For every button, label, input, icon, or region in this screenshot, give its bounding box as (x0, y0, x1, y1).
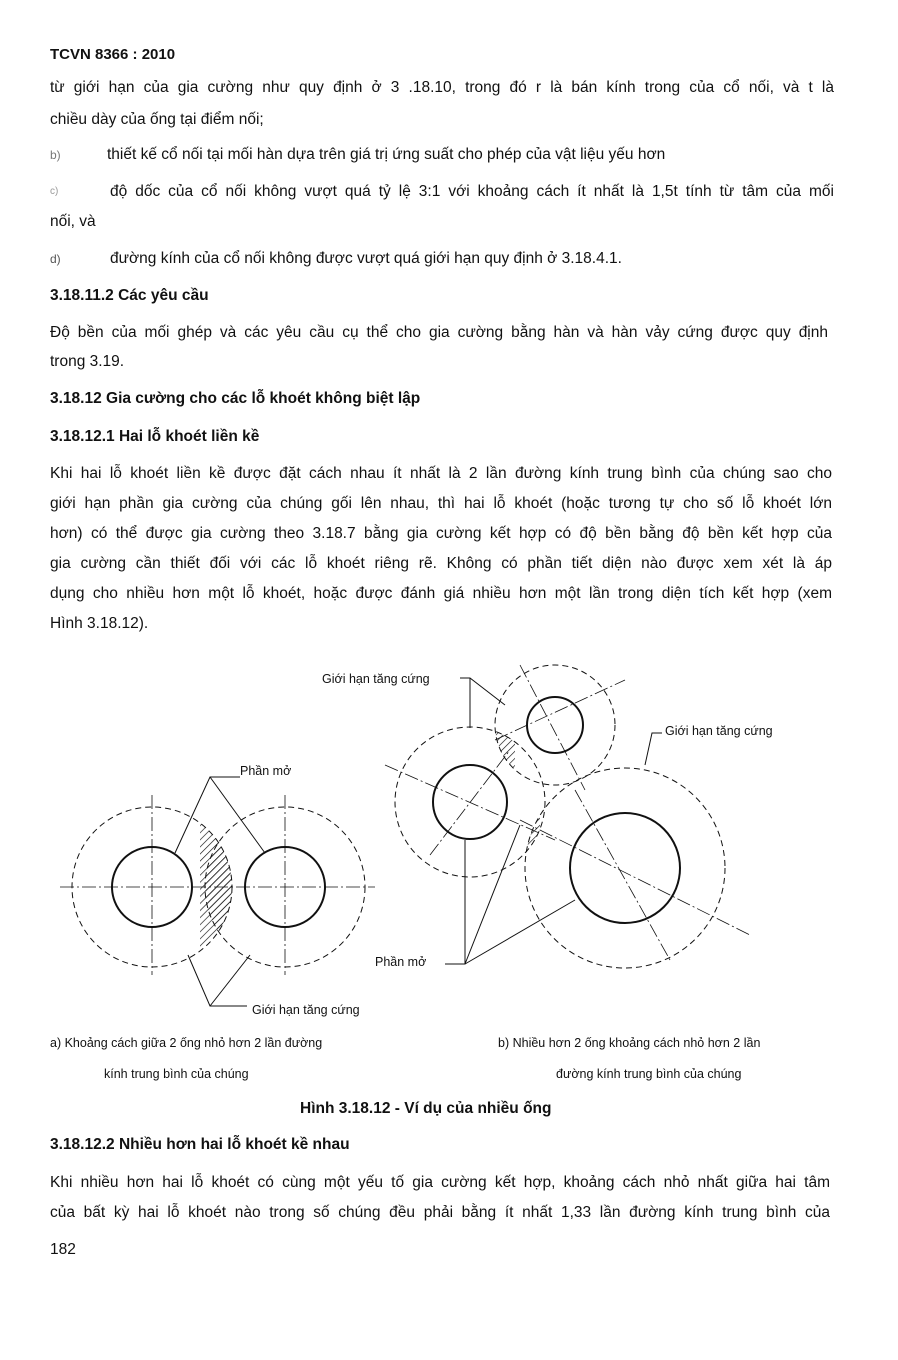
centerline-b3-b (520, 820, 750, 935)
label-limit-a: Giới hạn tăng cứng (252, 1003, 360, 1017)
leader-open-b-3 (465, 900, 575, 964)
opening-b2 (527, 697, 583, 753)
s1-line-1: Độ bền của mối ghép và các yêu cầu cụ thể cho gia cường bằng hàn và hàn vảy cứng được quy định (50, 324, 828, 341)
caption-b-line-2: đường kính trung bình của chúng (556, 1067, 742, 1081)
caption-a-line-1: a) Khoảng cách giữa 2 ống nhỏ hơn 2 lần đường (50, 1036, 323, 1050)
leader-limit-right (210, 955, 250, 1006)
heading-3-18-12-1: 3.18.12.1 Hai lỗ khoét liền kề (50, 428, 260, 445)
heading-3-18-11-2: 3.18.11.2 Các yêu cầu (50, 287, 209, 304)
centerline-b2-a (520, 665, 585, 790)
centerline-b2-b (495, 680, 625, 740)
list-item-c-cont: nối, và (50, 213, 96, 230)
heading-3-18-12-2: 3.18.12.2 Nhiều hơn hai lỗ khoét kề nhau (50, 1136, 350, 1153)
list-marker-b: b) (50, 148, 61, 162)
list-item-d: đường kính của cổ nối không được vượt quá giới hạn quy định ở 3.18.4.1. (110, 250, 622, 267)
leader-limit-left (188, 955, 247, 1006)
leader-limit-top (460, 678, 505, 705)
s4-line-1: Khi nhiều hơn hai lỗ khoét có cùng một yếu tố gia cường kết hợp, khoảng cách nhỏ nhất giữa hai tâm (50, 1174, 830, 1191)
s3-line-2: giới hạn phần gia cường của chúng gối lên nhau, thì hai lỗ khoét (hoặc tương tự cho số lỗ khoét lớn (50, 495, 832, 512)
s3-line-5: dụng cho nhiều hơn một lỗ khoét, hoặc được đánh giá nhiều hơn một lần trong diện tích kết hợp (xem (50, 585, 832, 602)
label-limit-top-b: Giới hạn tăng cứng (322, 672, 430, 686)
s4-line-2: của bất kỳ hai lỗ khoét nào trong số chúng đều phải bằng ít nhất 1,33 lần đường kính trung bình của (50, 1204, 830, 1221)
label-limit-right-b: Giới hạn tăng cứng (665, 724, 773, 738)
label-open-a: Phần mở (240, 764, 292, 778)
s3-line-1: Khi hai lỗ khoét liền kề được đặt cách nhau ít nhất là 2 lần đường kính trung bình của chúng sao cho (50, 465, 832, 482)
figure-3-18-12 (0, 640, 898, 1020)
label-open-b: Phần mở (375, 955, 427, 969)
leader-open-b-2 (465, 825, 520, 964)
figure-title: Hình 3.18.12 - Ví dụ của nhiều ống (300, 1100, 552, 1117)
list-marker-d: d) (50, 252, 61, 266)
caption-b-line-1: b) Nhiều hơn 2 ống khoảng cách nhỏ hơn 2 lần (498, 1036, 761, 1050)
intro-line-1: từ giới hạn của gia cường như quy định ở 3 .18.10, trong đó r là bán kính trong của cổ nối, và t là (50, 79, 834, 96)
centerline-b3-a (575, 790, 670, 960)
figure-a (60, 764, 375, 1017)
reinforcement-limit-b3 (525, 768, 725, 968)
s3-line-3: hơn) có thể được gia cường theo 3.18.7 bằng gia cường kết hợp có độ bền bằng độ bền kết hợp của (50, 525, 832, 542)
s3-line-6: Hình 3.18.12). (50, 615, 149, 632)
list-marker-c: c) (50, 186, 59, 197)
leader-open-b-1 (445, 840, 465, 964)
leader-limit-right-b (645, 733, 662, 765)
opening-b3 (570, 813, 680, 923)
page-number: 182 (50, 1241, 76, 1258)
caption-a-line-2: kính trung bình của chúng (104, 1067, 249, 1081)
page-header: TCVN 8366 : 2010 (50, 46, 176, 63)
s3-line-4: gia cường cần thiết đối với các lỗ khoét riêng rẽ. Không có phần tiết diện nào được xem xét là áp (50, 555, 832, 572)
heading-3-18-12: 3.18.12 Gia cường cho các lỗ khoét không biệt lập (50, 390, 421, 407)
list-item-c: độ dốc của cổ nối không vượt quá tỷ lệ 3:1 với khoảng cách ít nhất là 1,5t tính từ tâm của mối (110, 183, 834, 200)
intro-line-2: chiều dày của ống tại điểm nối; (50, 111, 264, 128)
list-item-b: thiết kế cổ nối tại mối hàn dựa trên giá trị ứng suất cho phép của vật liệu yếu hơn (107, 146, 666, 163)
figure-b (322, 665, 773, 969)
s1-line-2: trong 3.19. (50, 353, 125, 370)
